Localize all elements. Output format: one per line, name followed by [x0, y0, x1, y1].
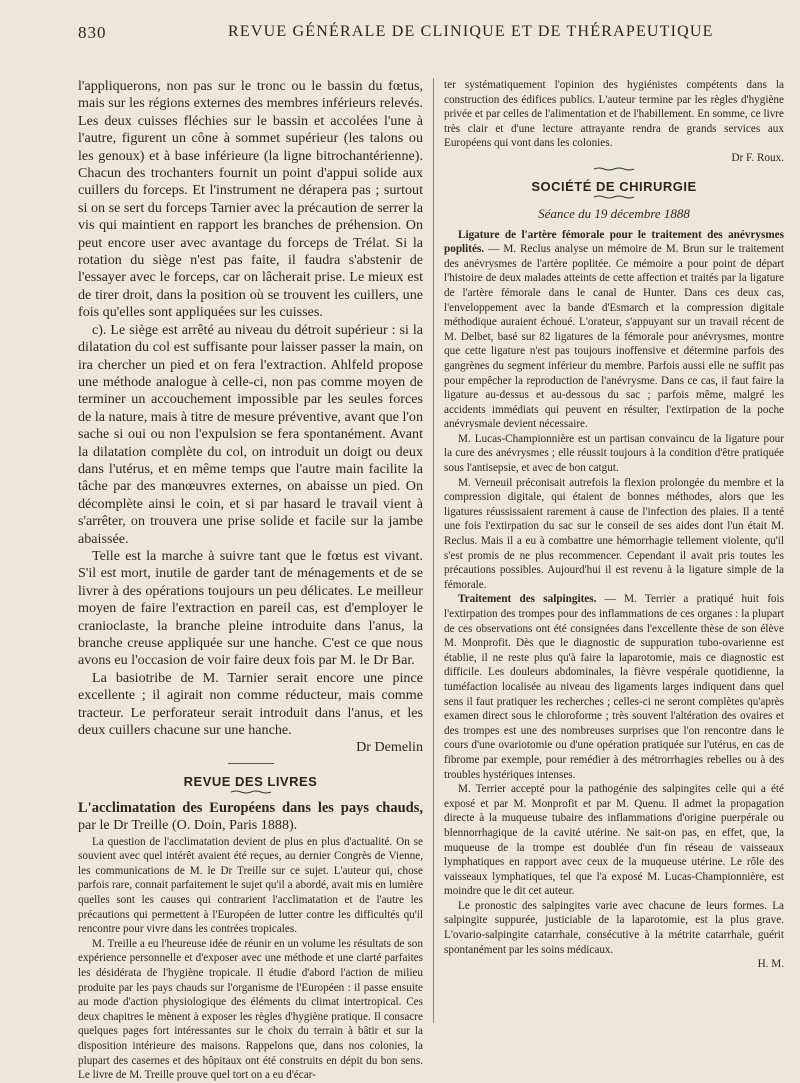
ornament-icon [594, 195, 634, 199]
book-reference: par le Dr Treille (O. Doin, Paris 1888). [78, 817, 298, 834]
author-signature: Dr Demelin [356, 739, 423, 756]
paragraph-forceps: l'appliquerons, non pas sur le tronc ou le bassin du fœtus, mais sur les régions externes des membres inférieurs relevés. Les deux cuisses fléchies sur le bassin et accolées l'une à l'autre, figurent un cône à sommet supérieur (les talons ou les genoux) et à base inférieure (la ligne bitrochantérienne). Chacun des trochanters fournit un point d'appui solide aux cuillers du forceps. Et l'instrument ne dérapera pas ; surtout si on se sert du forceps Tarnier avec la précaution de serrer la vis qui maintient en rapport les branches de préhension. On peut encore user avec avantage du forceps de Trélat. Si la rotation du siège n'est pas faite, il faudra s'abstenir de l'essayer avec le forceps, car on lâcherait prise. Le mieux est de tirer droit, dans la position où se trouvent les cuillers, une fois qu'elles sont appliquées sur les cuisses. [78, 78, 423, 321]
paragraph-lucas-championniere: M. Lucas-Championnière est un partisan convaincu de la ligature pour la cure des anévrysmes ; elle réussit toujours à la condition d'être pratiquée sous l'antisepsie, et avec de bon catgut. [444, 432, 784, 475]
ornament-icon [231, 790, 271, 794]
ornament-icon [594, 167, 634, 171]
section-title-revue-des-livres: REVUE DES LIVRES [183, 773, 318, 789]
right-column [444, 78, 784, 1033]
article-title-salpingites: Traitement des salpingites. [458, 593, 597, 606]
book-title: L'acclimatation des Européens dans les pays chauds, [78, 799, 423, 816]
book-review-paragraph-2: M. Treille a eu l'heureuse idée de réunir en un volume les résultats de son expérience personnelle et d'exposer avec une méthode et une clarté parfaites les désidérata de l'hygiène tropicale. Il étudie d'abord l'action de milieu produite par les pays chauds sur l'organisme de l'Européen : il passe ensuite au mode d'action physiologique des éléments du climat intertropical. Ces deux chapitres le mènent à exposer les règles d'hygiène pratique. Il consacre quelques pages fort intéressantes sur le choix du terrain à bâtir et sur la disposition intérieure des maisons. Rappelons que, dans nos colonies, la plupart des casernes et des hôpitaux ont été construits en dépit du bon sens. Le livre de M. Treille prouve quel tort on a eu d'écar- [78, 937, 423, 1082]
paragraph-verneuil: M. Verneuil préconisait autrefois la flexion prolongée du membre et la compression digitale, qui étaient de bonnes méthodes, alors que les ligatures réussissaient rarement à cause de l'infection des plaies. Il a tenté une fois l'extirpation du sac sur le conseil de ses aides dont l'un était M. Reclus. Mais il a eu à combattre une hémorrhagie tellement violente, qu'il s'est promis de ne plus recommencer. Cependant il avait pris toutes les précautions possibles. Aujourd'hui il est revenu à la ligature simple de la fémorale. [444, 476, 784, 591]
article-body-ligature: — M. Reclus analyse un mémoire de M. Brun sur le traitement des anévrysmes de l'artère poplitée. Ce mémoire a pour point de départ l'histoire de deux malades atteints de cette affection et traités par la ligature de l'artère fémorale dans le canal de Hunter. Dans ces deux cas, l'enveloppement avec la bande d'Esmarch et la compression digitale méthodique auraient échoué. L'orateur, s'appuyant sur un travail récent de M. Delbet, basé sur 82 ligatures de la fémorale pour anévrysmes, montre que cette ligature n'est pas toujours inoffensive et détermine parfois des gangrènes du segment inférieur du membre. Parfois aussi elle ne suffit pas pour empêcher la reproduction de l'anévrysme. Dans ce cas, il faut faire la ligature au-dessus et au-dessous du sac ; parfois même, malgré les accidents immédiats qui peuvent en résulter, l'extirpation de la poche anévrysmale devient nécessaire. [444, 243, 784, 431]
report-signature: H. M. [757, 958, 784, 971]
book-review-paragraph-1: La question de l'acclimatation devient de plus en plus d'actualité. On se souvient avec quel intérêt avaient été reçues, au dernier Congrès de Vienne, les communications de M. le Dr Treille sur ce sujet. L'auteur qui, chose parfois rare, connait parfaitement le sujet qu'il a abordé, avait mis en lumière quelles sont les causes qui contrarient l'acclimatation et de l'autre les précautions qui permettent à l'Européen de lutter contre les difficultés qu'il rencontre pour vivre dans les contrées tropicales. [78, 835, 423, 936]
paragraph-pronostic: Le pronostic des salpingites varie avec chacune de leurs formes. La salpingite suppurée, justiciable de la laparotomie, est la plus grave. L'ovario-salpingite catarrhale, consécutive à la métrite catarrhale, guérit spontanément par les soins médicaux. [444, 899, 784, 956]
section-rule [228, 763, 274, 766]
article-salpingites [444, 592, 784, 782]
running-title: REVUE GÉNÉRALE DE CLINIQUE ET DE THÉRAPEUTIQUE [228, 23, 714, 40]
session-date: Séance du 19 décembre 1888 [538, 205, 690, 221]
book-heading [78, 800, 423, 835]
paragraph-siege-arrete: c). Le siège est arrêté au niveau du détroit supérieur : si la dilatation du col est suffisante pour laisser passer la main, on ira chercher un pied et on fera l'extraction. Ahlfeld propose une méthode analogue à celle-ci, non pas comme moyen de terminer un accouchement impossible par les seules forces de la nature, mais à titre de mesure préventive, avant que l'on sache si oui ou non l'expulsion se fera spontanément. Avant la dilatation complète du col, on introduit un doigt ou deux dans l'utérus, et en même temps que l'autre main facilite la tâche par des manœuvres externes, on abaisse un pied. On décomplète ainsi le coin, et si par hasard le travail vient à s'arrêter, on trouvera une prise solide et facile sur la jambe abaissée. [78, 321, 423, 547]
paragraph-foetus-mort: Telle est la marche à suivre tant que le fœtus est vivant. S'il est mort, inutile de garder tant de ménagements et de se livrer à des opérations toujours un peu délicates. Le meilleur moyen de faire l'extraction en pareil cas, est d'employer le cranioclaste, la branche pleine introduite dans l'anus, la branche creuse appliquée sur une hanche. C'est ce que nous avons eu l'occasion de voir faire deux fois par M. le Dr Bar. [78, 547, 423, 669]
article-body-salpingites: — M. Terrier a pratiqué huit fois l'extirpation des trompes pour des inflammations de ces organes : la plupart de ces observations ont été consignées dans l'excellente thèse de son élève M. Monprofit. Dès que le diagnostic de suppuration tubo-ovarienne est établie, il ne reste plus qu'à faire la laparotomie, mais ce diagnostic est difficile. Les douleurs abdominales, la fièvre vespérale quotidienne, la tuméfaction localisée au niveau des ligaments larges indiquent dans quel sens il faut pratiquer les recherches ; celles-ci ne seront complètes qu'après examen direct sous le chloroforme ; très souvent l'altération des ovaires et des trompes est une des nombreuses surprises que l'on rencontre dans le cours d'une ovariotomie ou d'une opération pratiquée sur l'utérus, en cas de fibrome par exemple, pour remédier à des métrorrhagies rebelles ou à des troubles hystériques intenses. [444, 593, 784, 781]
column-divider [433, 78, 434, 1023]
left-column [78, 78, 423, 1082]
article-title-ligature: Ligature de l'artère fémorale pour le traitement des anévrysmes poplités. [444, 228, 784, 256]
page-header [78, 23, 750, 51]
reviewer-signature: Dr F. Roux. [731, 151, 784, 164]
section-title-societe-de-chirurgie: SOCIÉTÉ DE CHIRURGIE [531, 178, 697, 194]
article-ligature [444, 228, 784, 432]
book-review-continuation: ter systématiquement l'opinion des hygiénistes compétents dans la construction des édifices publics. L'auteur termine par les règles d'hygiène privée et par celles de l'alimentation et de l'habillement. En somme, ce livre très clair et d'une lecture attrayante rendra de grands services aux Européens qui vont dans les colonies. [444, 79, 784, 150]
page-number: 830 [78, 23, 107, 42]
paragraph-pathogenie: M. Terrier accepté pour la pathogénie des salpingites celle qui a été exposé et par M. Monprofit et par M. Quenu. Il admet la propagation directe à la muqueuse tubaire des inflammations d'origine puerpérale ou blennorrhagique de la cavité utérine. Ne sait-on pas, en effet, que, la muqueuse de la trompe est doublée d'un fin réseau de vaisseaux lymphatiques en rapport avec ceux de la muqueuse utérine. Le rôle des vaisseaux lymphatiques, tel que l'a exposé M. Lucas-Championnière, est moindre que le dit cet auteur. [444, 783, 784, 898]
paragraph-basiotribe: La basiotribe de M. Tarnier serait encore une pince excellente ; il agirait non comme réducteur, mais comme tracteur. Le perforateur serait introduit dans l'anus, et les deux cuillers chacune sur une hanche. [78, 669, 423, 739]
